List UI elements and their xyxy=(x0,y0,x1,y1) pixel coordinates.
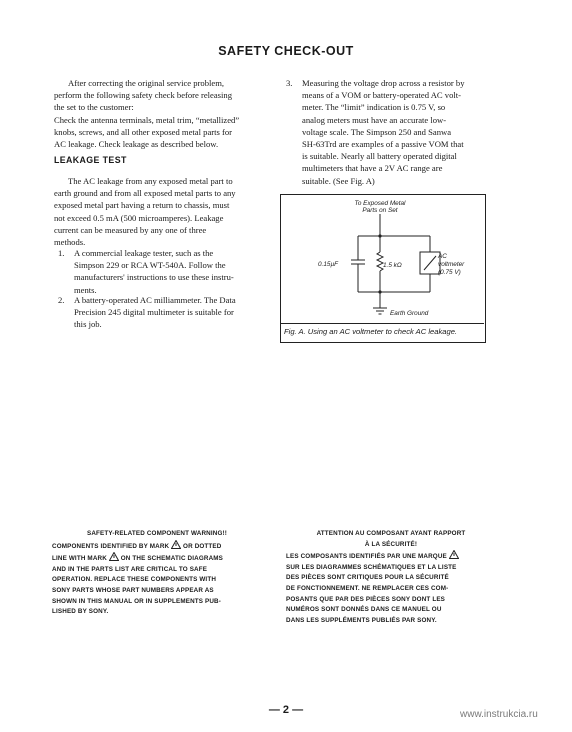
warning-line: NUMÉROS SONT DONNÉS DANS CE MANUEL OU xyxy=(286,606,442,614)
intro-line: After correcting the original service problem, xyxy=(68,78,225,88)
warning-title: ATTENTION AU COMPOSANT AYANT RAPPORT xyxy=(316,530,466,537)
leakage-line: exposed metal part having a return to chassis, must xyxy=(54,200,230,211)
warning-line: POSANTS QUE PAR DES PIÈCES SONY DONT LES xyxy=(286,595,446,603)
method-item-1 xyxy=(58,247,254,296)
item-line: ments. xyxy=(74,284,97,295)
warning-triangle-icon xyxy=(449,550,459,559)
earth-ground-label: Earth Ground xyxy=(390,310,429,317)
item-number: 3. xyxy=(286,78,293,88)
warning-line: LES COMPOSANTS IDENTIFIÉS PAR UNE MARQUE xyxy=(286,550,496,563)
warning-line: DANS LES SUPPLÉMENTS PUBLIÉS PAR SONY. xyxy=(286,616,437,624)
item-line: A commercial leakage tester, such as the xyxy=(74,248,214,258)
item-line: is suitable. Nearly all battery operated digital xyxy=(302,151,457,162)
warning-line: SONY PARTS WHOSE PART NUMBERS APPEAR AS xyxy=(52,586,214,594)
item-line: manufacturers' instructions to use these instru- xyxy=(74,272,234,283)
item-number: 2. xyxy=(58,295,65,305)
resistor-value: 1.5 kΩ xyxy=(383,262,402,269)
item-line: Simpson 229 or RCA WT-540A. Follow the xyxy=(74,260,226,271)
intro-line: knobs, screws, and all other exposed metal parts for xyxy=(54,126,233,137)
warning-title: SAFETY-RELATED COMPONENT WARNING!! xyxy=(86,530,227,537)
item-line: meter. The “limit” indication is 0.75 V, so xyxy=(302,102,446,113)
intro-line: perform the following safety check before releasing xyxy=(54,90,233,101)
item-line: suitable. (See Fig. A) xyxy=(302,175,375,186)
intro-line: the set to the customer: xyxy=(54,102,134,113)
method-item-2 xyxy=(58,294,254,331)
capacitor-value: 0.15µF xyxy=(318,261,339,268)
warning-line: DE FONCTIONNEMENT. NE REMPLACER CES COM- xyxy=(286,584,449,592)
ac-leakage-circuit-diagram xyxy=(280,194,484,322)
item-line: means of a VOM or battery-operated AC volt- xyxy=(302,90,462,101)
leakage-line: current can be measured by any one of three xyxy=(54,224,207,235)
item-line: A battery-operated AC milliammeter. The Data xyxy=(74,295,236,305)
item-line: voltage scale. The Simpson 250 and Sanwa xyxy=(302,126,452,137)
leakage-line: The AC leakage from any exposed metal part to xyxy=(68,176,233,186)
leakage-paragraph xyxy=(54,175,254,248)
figure-caption-divider xyxy=(280,323,484,324)
warning-line: AND IN THE PARTS LIST ARE CRITICAL TO SAFE xyxy=(52,565,208,573)
safety-warning-english xyxy=(52,529,262,618)
item-line: SH-63Trd are examples of a passive VOM that xyxy=(302,139,464,150)
item-line: multimeters that have a 2V AC range are xyxy=(302,163,443,174)
figure-caption: Fig. A. Using an AC voltmeter to check AC leakage. xyxy=(284,327,458,336)
warning-line: SUR LES DIAGRAMMES SCHÉMATIQUES ET LA LISTE xyxy=(286,563,457,571)
page-title: SAFETY CHECK-OUT xyxy=(218,44,354,58)
figure-label-exposed-metal: To Exposed Metal Parts on Set xyxy=(354,200,406,214)
method-item-3 xyxy=(286,77,486,187)
warning-line: COMPONENTS IDENTIFIED BY MARK OR DOTTED xyxy=(52,540,262,553)
voltmeter-label: AC voltmeter (0.75 V) xyxy=(438,253,465,276)
leakage-line: not exceed 0.5 mA (500 microamperes). Leakage xyxy=(54,212,224,223)
warning-line: SHOWN IN THIS MANUAL OR IN SUPPLEMENTS PUB- xyxy=(52,597,222,605)
intro-line: Check the antenna terminals, metal trim, “metallized” xyxy=(54,114,240,125)
warning-line: DES PIÈCES SONT CRITIQUES POUR LA SÉCURITÉ xyxy=(286,574,449,582)
item-line: analog meters must have an accurate low- xyxy=(302,114,447,125)
item-line: this job. xyxy=(74,319,102,330)
intro-paragraph xyxy=(54,77,266,150)
warning-triangle-icon xyxy=(109,552,119,561)
warning-line: LISHED BY SONY. xyxy=(52,608,109,616)
item-line: Measuring the voltage drop across a resistor by xyxy=(302,78,465,88)
watermark-url: www.instrukcia.ru xyxy=(460,709,538,720)
item-number: 1. xyxy=(58,248,65,258)
item-line: Precision 245 digital multimeter is suitable for xyxy=(74,307,234,318)
warning-line: LINE WITH MARK ON THE SCHEMATIC DIAGRAMS xyxy=(52,552,262,565)
leakage-line: methods. xyxy=(54,237,86,248)
warning-line: OPERATION. REPLACE THESE COMPONENTS WITH xyxy=(52,576,217,584)
page-number: — 2 — xyxy=(268,704,304,716)
warning-title: À LA SÉCURITÉ! xyxy=(364,540,418,548)
leakage-line: earth ground and from all exposed metal parts to any xyxy=(54,188,236,199)
intro-line: AC leakage. Check leakage as described below. xyxy=(54,139,219,150)
warning-triangle-icon xyxy=(171,540,181,549)
safety-warning-french xyxy=(286,529,496,626)
leakage-test-heading: LEAKAGE TEST xyxy=(54,155,127,165)
